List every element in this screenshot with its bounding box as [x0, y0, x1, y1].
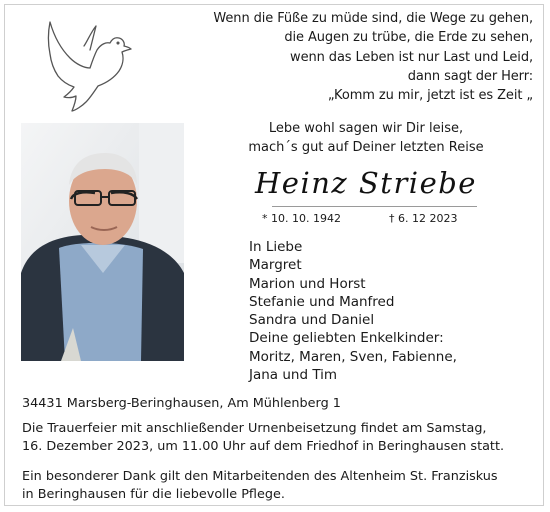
name-underline	[272, 206, 477, 207]
poem-line: Wenn die Füße zu müde sind, die Wege zu gehen,	[213, 11, 533, 26]
birth-date: * 10. 10. 1942	[262, 212, 341, 225]
family-line: Deine geliebten Enkelkinder:	[249, 330, 444, 347]
farewell-line: Lebe wohl sagen wir Dir leise,	[268, 121, 464, 136]
address: 34431 Marsberg-Beringhausen, Am Mühlenberg 1	[22, 396, 341, 411]
farewell-verse	[196, 119, 536, 157]
poem-line: wenn das Leben ist nur Last und Leid,	[290, 49, 533, 65]
family-line: Margret	[249, 257, 302, 274]
family-line: Marion und Horst	[249, 275, 366, 292]
family-line: In Liebe	[249, 239, 303, 255]
portrait-photo	[21, 123, 184, 361]
poem-line: „Komm zu mir, jetzt ist es Zeit „	[327, 88, 533, 104]
poem-line: dann sagt der Herr:	[407, 68, 533, 84]
ceremony-notice	[22, 420, 542, 456]
thanks-line: Ein besonderer Dank gilt den Mitarbeitenden des Altenheim St. Franziskus	[22, 469, 498, 484]
poem	[153, 9, 533, 105]
family-line: Sandra und Daniel	[249, 312, 375, 329]
thanks-line: in Beringhausen für die liebevolle Pflege.	[22, 487, 285, 502]
thanks-notice	[22, 468, 542, 504]
family-list	[249, 238, 457, 384]
poem-line: die Augen zu trübe, die Erde zu sehen,	[284, 30, 533, 46]
deceased-name: Heinz Striebe	[255, 166, 477, 200]
family-line: Moritz, Maren, Sven, Fabienne,	[249, 348, 457, 365]
family-line: Stefanie und Manfred	[249, 293, 395, 310]
ceremony-line: 16. Dezember 2023, um 11.00 Uhr auf dem Friedhof in Beringhausen statt.	[22, 439, 505, 454]
farewell-line: mach´s gut auf Deiner letzten Reise	[248, 140, 484, 155]
dove-icon	[44, 18, 132, 114]
death-date: † 6. 12 2023	[389, 212, 458, 225]
family-line: Jana und Tim	[249, 367, 338, 384]
ceremony-line: Die Trauerfeier mit anschließender Urnenbeisetzung findet am Samstag,	[22, 421, 487, 436]
